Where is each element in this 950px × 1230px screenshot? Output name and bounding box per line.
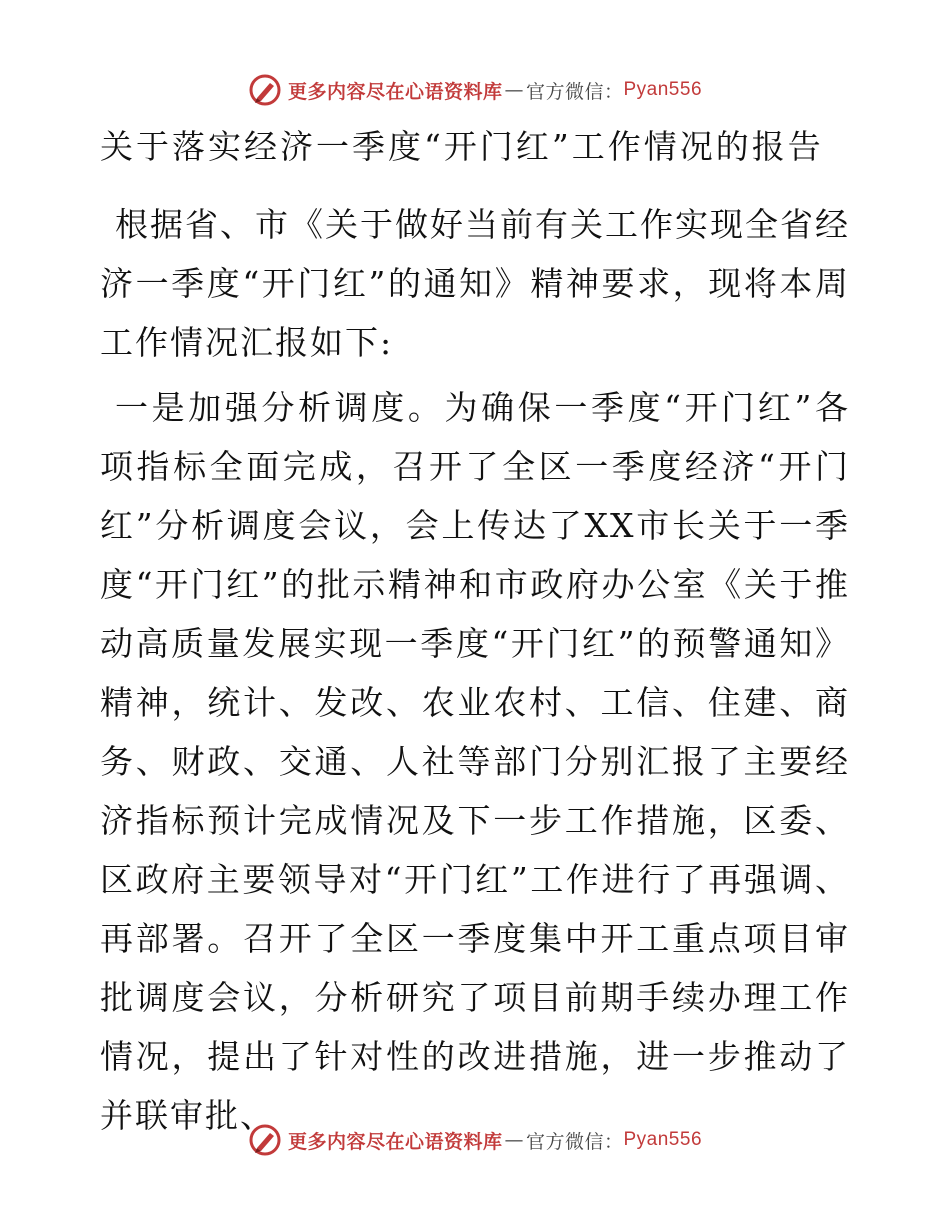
banner-contact-id: Pyan556 — [623, 1129, 703, 1150]
banner-main-text: 更多内容尽在心语资料库 — [287, 80, 503, 103]
banner-side-label: 官方微信： — [525, 1130, 624, 1153]
footer-watermark-banner — [0, 1122, 950, 1158]
banner-separator: — — [504, 79, 524, 101]
paragraph-analysis: 一是加强分析调度。为确保一季度“开门红”各项指标全面完成，召开了全区一季度经济“开门红”分析调度会议，会上传达了XX市长关于一季度“开门红”的批示精神和市政府办公室《关于推动高质量发展实现一季度“开门红”的预警通知》精神，统计、发改、农业农村、工信、住建、商务、财政、交通、人社等部门分别汇报了主要经济指标预计完成情况及下一步工作措施，区委、区政府主要领导对“开门红”工作进行了再强调、再部署。召开了全区一季度集中开工重点项目审批调度会议，分析研究了项目前期手续办理工作情况，提出了针对性的改进措施，进一步推动了并联审批、 — [100, 388, 850, 1135]
header-watermark-banner — [0, 72, 950, 108]
banner-separator: — — [504, 1129, 524, 1151]
document-title: 关于落实经济一季度“开门红”工作情况的报告 — [100, 127, 824, 166]
pen-seal-icon — [248, 73, 282, 107]
banner-side-label: 官方微信： — [525, 80, 624, 103]
paragraph-intro: 根据省、市《关于做好当前有关工作实现全省经济一季度“开门红”的通知》精神要求，现将本周工作情况汇报如下: — [100, 205, 850, 362]
pen-seal-icon — [248, 1123, 282, 1157]
banner-main-text: 更多内容尽在心语资料库 — [287, 1130, 503, 1153]
banner-contact-id: Pyan556 — [623, 79, 703, 100]
